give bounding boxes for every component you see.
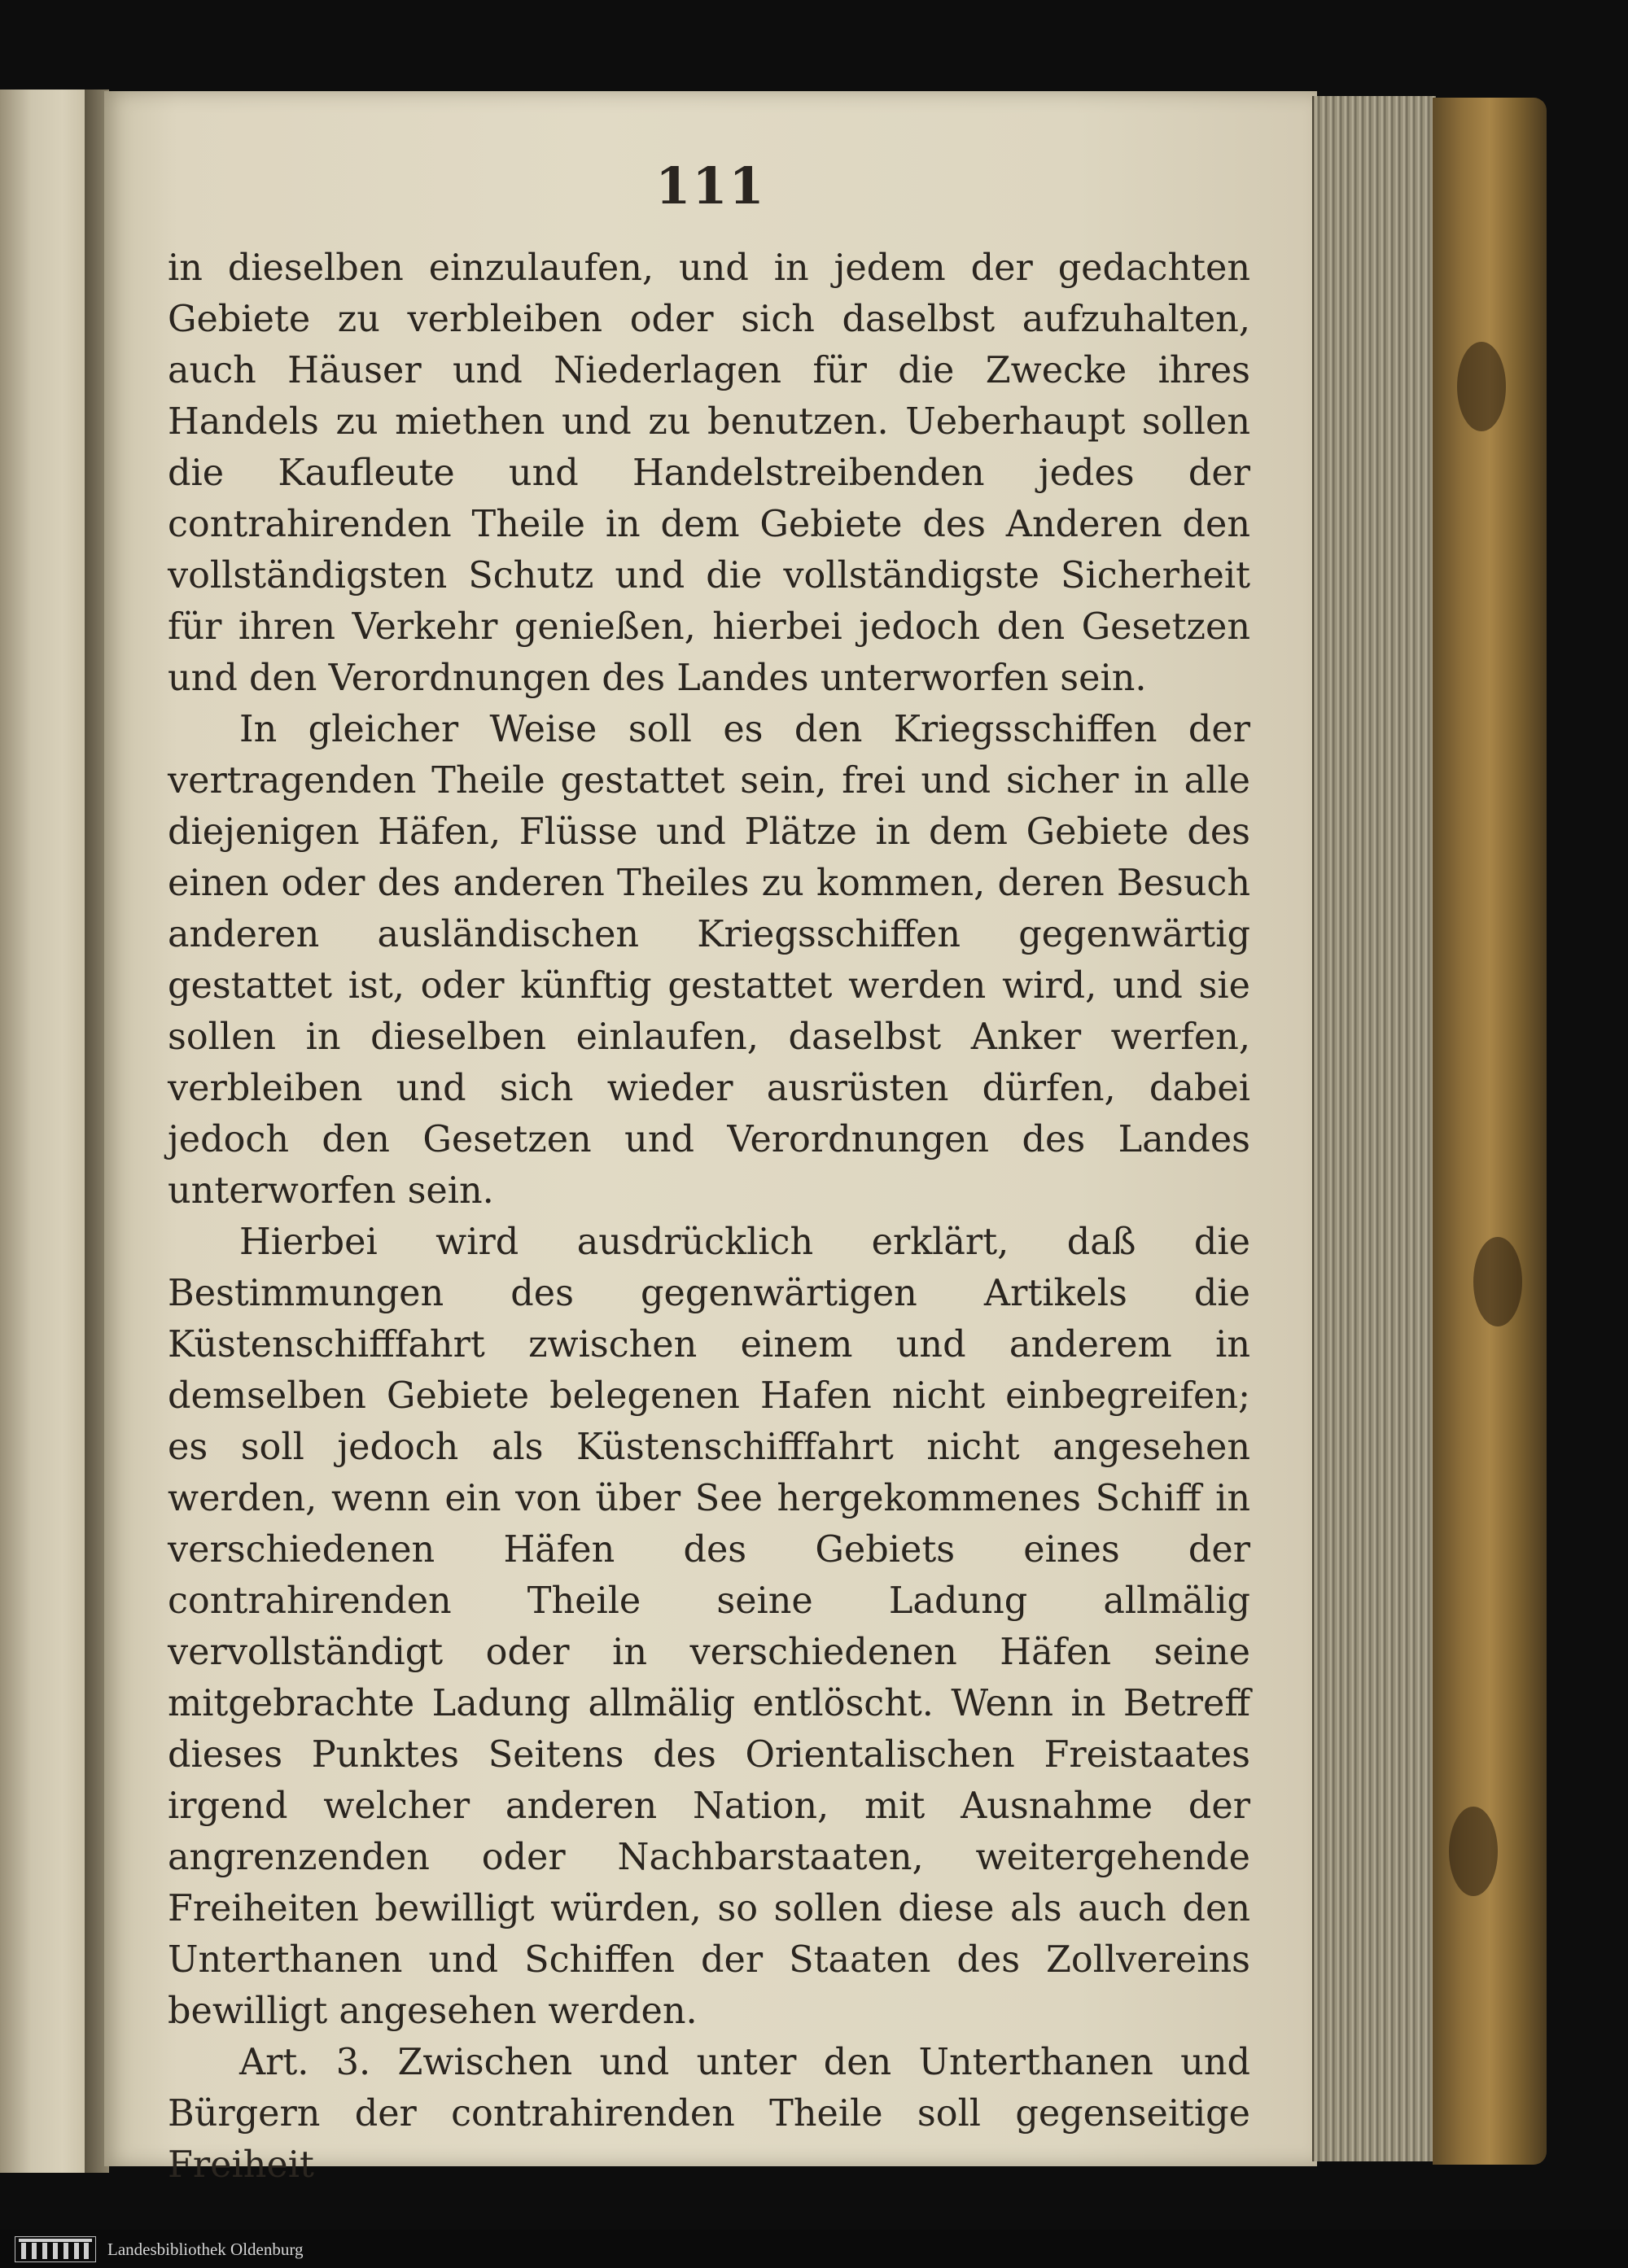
paragraph: Hierbei wird ausdrücklich erklärt, daß die Bestimmungen des gegenwärtigen Artikels die Küstenschifffahrt zwischen einem und anderem in demselben Gebiete belegenen Hafen nicht einbegreifen; es soll jedoch als Küstenschifffahrt nicht angesehen werden, wenn ein von über See hergekommenes Schiff in verschiedenen Häfen des Gebiets eines der contrahirenden Theile seine Ladung allmälig vervollständigt oder in verschiedenen Häfen seine mitgebrachte Ladung allmälig entlöscht. Wenn in Betreff dieses Punktes Seitens des Orientalischen Freistaates irgend welcher anderen Nation, mit Ausnahme der angrenzenden oder Nachbarstaaten, weitergehende Freiheiten bewilligt würden, so sollen diese als auch den Unterthanen und Schiffen der Staaten des Zollvereins bewilligt angesehen werden. <box>168 1221 1250 2032</box>
cover-wear-mark <box>1473 1237 1522 1326</box>
book-cover <box>1433 98 1547 2165</box>
page-stack-edges <box>1312 96 1436 2161</box>
library-building-icon <box>15 2236 96 2262</box>
library-name: Landesbibliothek Oldenburg <box>107 2240 304 2259</box>
footer-bar <box>0 2230 1628 2268</box>
page-number: 111 <box>655 156 766 216</box>
paragraph: Art. 3. Zwischen und unter den Unterthanen und Bürgern der contrahirenden Theile soll gegenseitige Freiheit <box>168 2042 1250 2186</box>
cover-wear-mark <box>1449 1807 1498 1896</box>
cover-wear-mark <box>1457 342 1506 431</box>
paragraph: in dieselben einzulaufen, und in jedem der gedachten Gebiete zu verbleiben oder sich daselbst aufzuhalten, auch Häuser und Niederlagen für die Zwecke ihres Handels zu miethen und zu benutzen. Ueberhaupt sollen die Kaufleute und Handelstreibenden jedes der contrahirenden Theile in dem Gebiete des Anderen den vollständigsten Schutz und die vollständigste Sicherheit für ihren Verkehr genießen, hierbei jedoch den Gesetzen und den Verordnungen des Landes unterworfen sein. <box>168 247 1250 699</box>
left-page-edge <box>0 90 92 2173</box>
paragraph: In gleicher Weise soll es den Kriegsschiffen der vertragenden Theile gestattet sein, frei und sicher in alle diejenigen Häfen, Flüsse und Plätze in dem Gebiete des einen oder des anderen Theiles zu kommen, deren Besuch anderen ausländischen Kriegsschiffen gegenwärtig gestattet ist, oder künftig gestattet werden wird, und sie sollen in dieselben einlaufen, daselbst Anker werfen, verbleiben und sich wieder ausrüsten dürfen, dabei jedoch den Gesetzen und Verordnungen des Landes unterworfen sein. <box>168 709 1250 1212</box>
page-text <box>168 243 1250 2191</box>
book-page <box>104 91 1317 2186</box>
